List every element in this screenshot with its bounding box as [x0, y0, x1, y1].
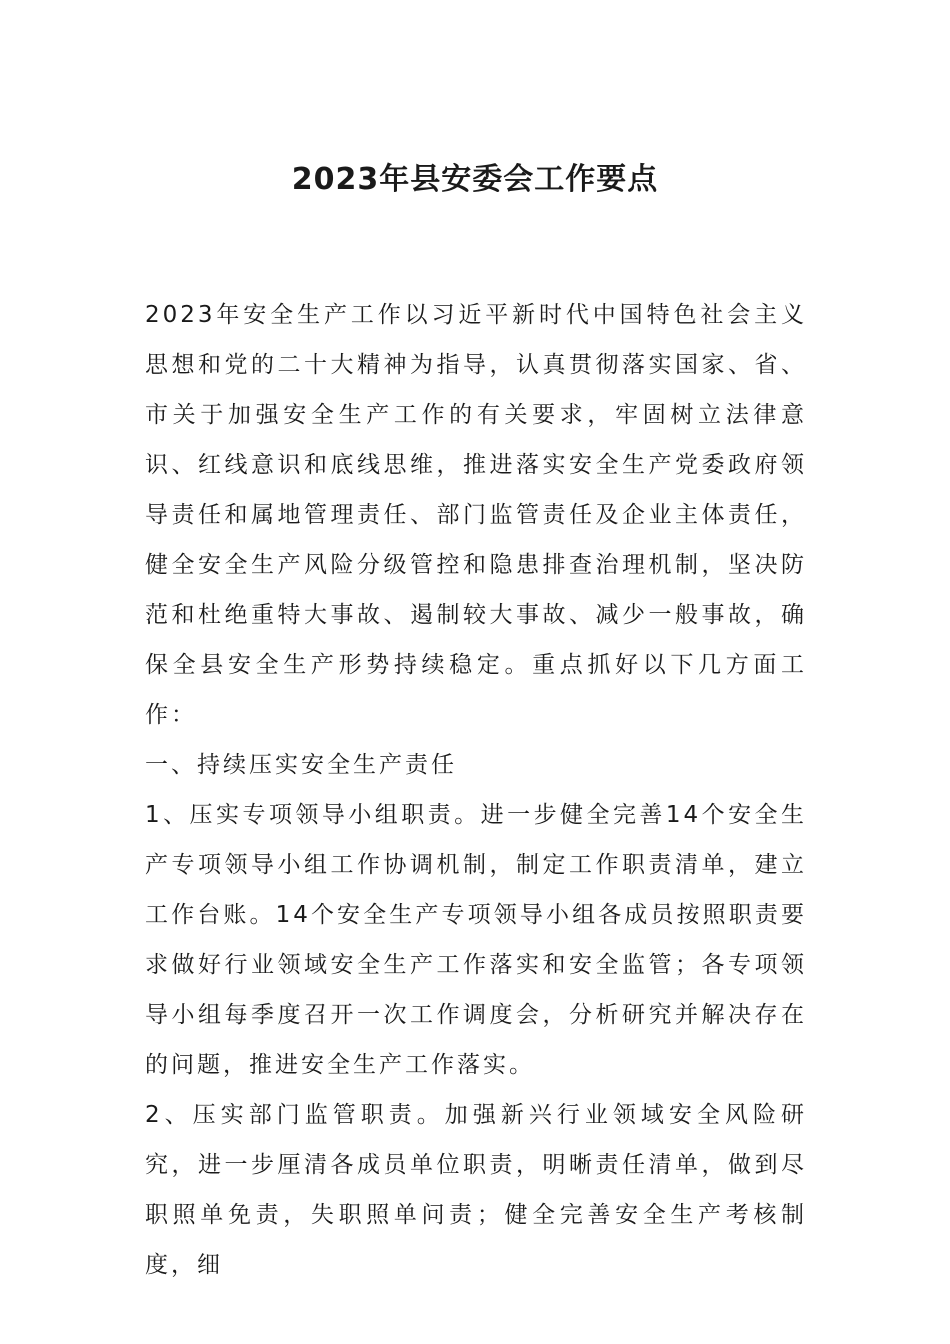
section-heading-1: 一、持续压实安全生产责任: [145, 752, 457, 778]
intro-paragraph: 2023年安全生产工作以习近平新时代中国特色社会主义思想和党的二十大精神为指导，认真贯彻落实国家、省、市关于加强安全生产工作的有关要求，牢固树立法律意识、红线意识和底线思维，推进落实安全生产党委政府领导责任和属地管理责任、部门监管责任及企业主体责任，健全安全生产风险分级管控和隐患排查治理机制，坚决防范和杜绝重特大事故、遏制较大事故、减少一般事故，确保全县安全生产形势持续稳定。重点抓好以下几方面工作：: [145, 302, 807, 728]
document-title: 2023年县安委会工作要点: [291, 162, 659, 197]
item-paragraph-2: 2、压实部门监管职责。加强新兴行业领域安全风险研究，进一步厘清各成员单位职责，明晰责任清单，做到尽职照单免责，失职照单问责；健全完善安全生产考核制度，细: [145, 1102, 807, 1278]
item-paragraph-1: 1、压实专项领导小组职责。进一步健全完善14个安全生产专项领导小组工作协调机制，制定工作职责清单，建立工作台账。14个安全生产专项领导小组各成员按照职责要求做好行业领域安全生产工作落实和安全监管；各专项领导小组每季度召开一次工作调度会，分析研究并解决存在的问题，推进安全生产工作落实。: [145, 802, 807, 1078]
document-body: [145, 290, 807, 1290]
